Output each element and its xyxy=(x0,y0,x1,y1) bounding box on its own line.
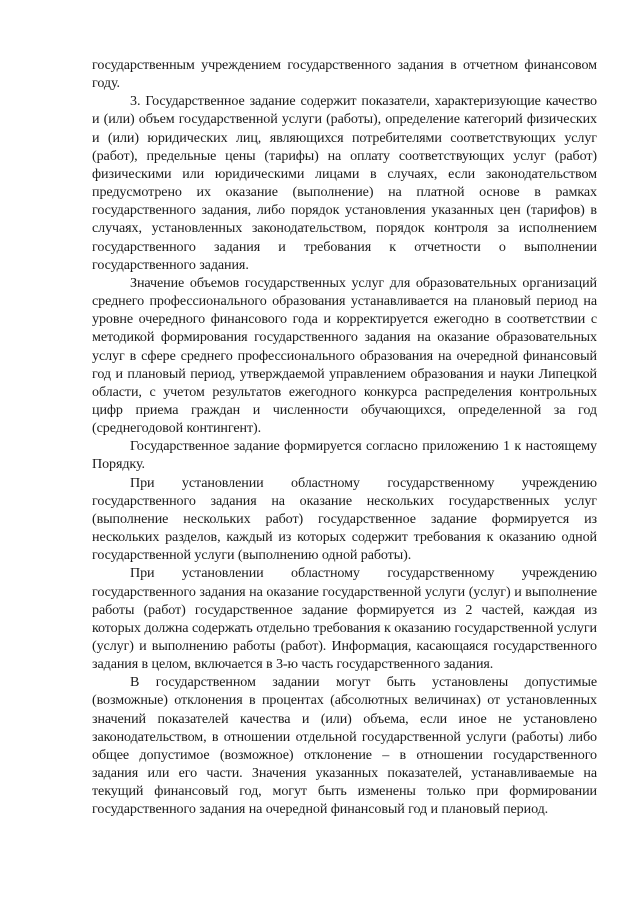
paragraph-appendix-ref: Государственное задание формируется согласно приложению 1 к настоящему Порядку. xyxy=(92,438,597,473)
paragraph-multiple-services: При установлении областному государственному учреждению государственного задания на оказание нескольких государственных услуг (выполнение нескольких работ) государственное задание формируется из нескольких разделов, каждый из которых содержит требования к оказанию одной государственной услуги (выполнению одной работы). xyxy=(92,474,597,564)
paragraph-deviations: В государственном задании могут быть установлены допустимые (возможные) отклонения в процентах (абсолютных величинах) от установленных значений показателей качества и (или) объема, если иное не установлено законодательством, в отношении отдельной государственной услуги (работы) либо общее допустимое (возможное) отклонение – в отношении государственного задания или его части. Значения указанных показателей, устанавливаемые на текущий финансовый год, могут быть изменены только при формировании государственного задания на очередной финансовый год и плановый период. xyxy=(92,674,597,818)
paragraph-item-3: 3. Государственное задание содержит показатели, характеризующие качество и (или) объем государственной услуги (работы), определение категорий физических и (или) юридических лиц, являющихся потребителями соответствующих услуг (работ), предельные цены (тарифы) на оплату соответствующих услуг (работ) физическими или юридическими лицами в случаях, если законодательством предусмотрено их оказание (выполнение) на платной основе в рамках государственного задания, либо порядок установления указанных цен (тарифов) в случаях, установленных законодательством, порядок контроля за исполнением государственного задания и требования к отчетности о выполнении государственного задания. xyxy=(92,93,597,273)
paragraph-volumes: Значение объемов государственных услуг для образовательных организаций среднего профессионального образования устанавливается на плановый период на уровне очередного финансового года и корректируется ежегодно в соответствии с методикой формирования государственного задания на оказание образовательных услуг в сфере среднего профессионального образования на очередной финансовый год и плановый период, утверждаемой управлением образования и науки Липецкой области, с учетом результатов ежегодного конкурса распределения контрольных цифр приема граждан и численности обучающихся, определенной за год (среднегодовой контингент). xyxy=(92,274,597,437)
paragraph-services-and-works: При установлении областному государственному учреждению государственного задания на оказание государственной услуги (услуг) и выполнение работы (работ) государственное задание формируется из 2 частей, каждая из которых должна содержать отдельно требования к оказанию государственной услуги (услуг) и выполнению работы (работ). Информация, касающаяся государственного задания в целом, включается в 3-ю часть государственного задания. xyxy=(92,565,597,673)
paragraph-continuation: государственным учреждением государственного задания в отчетном финансовом году. xyxy=(92,57,597,92)
document-page xyxy=(92,56,597,819)
